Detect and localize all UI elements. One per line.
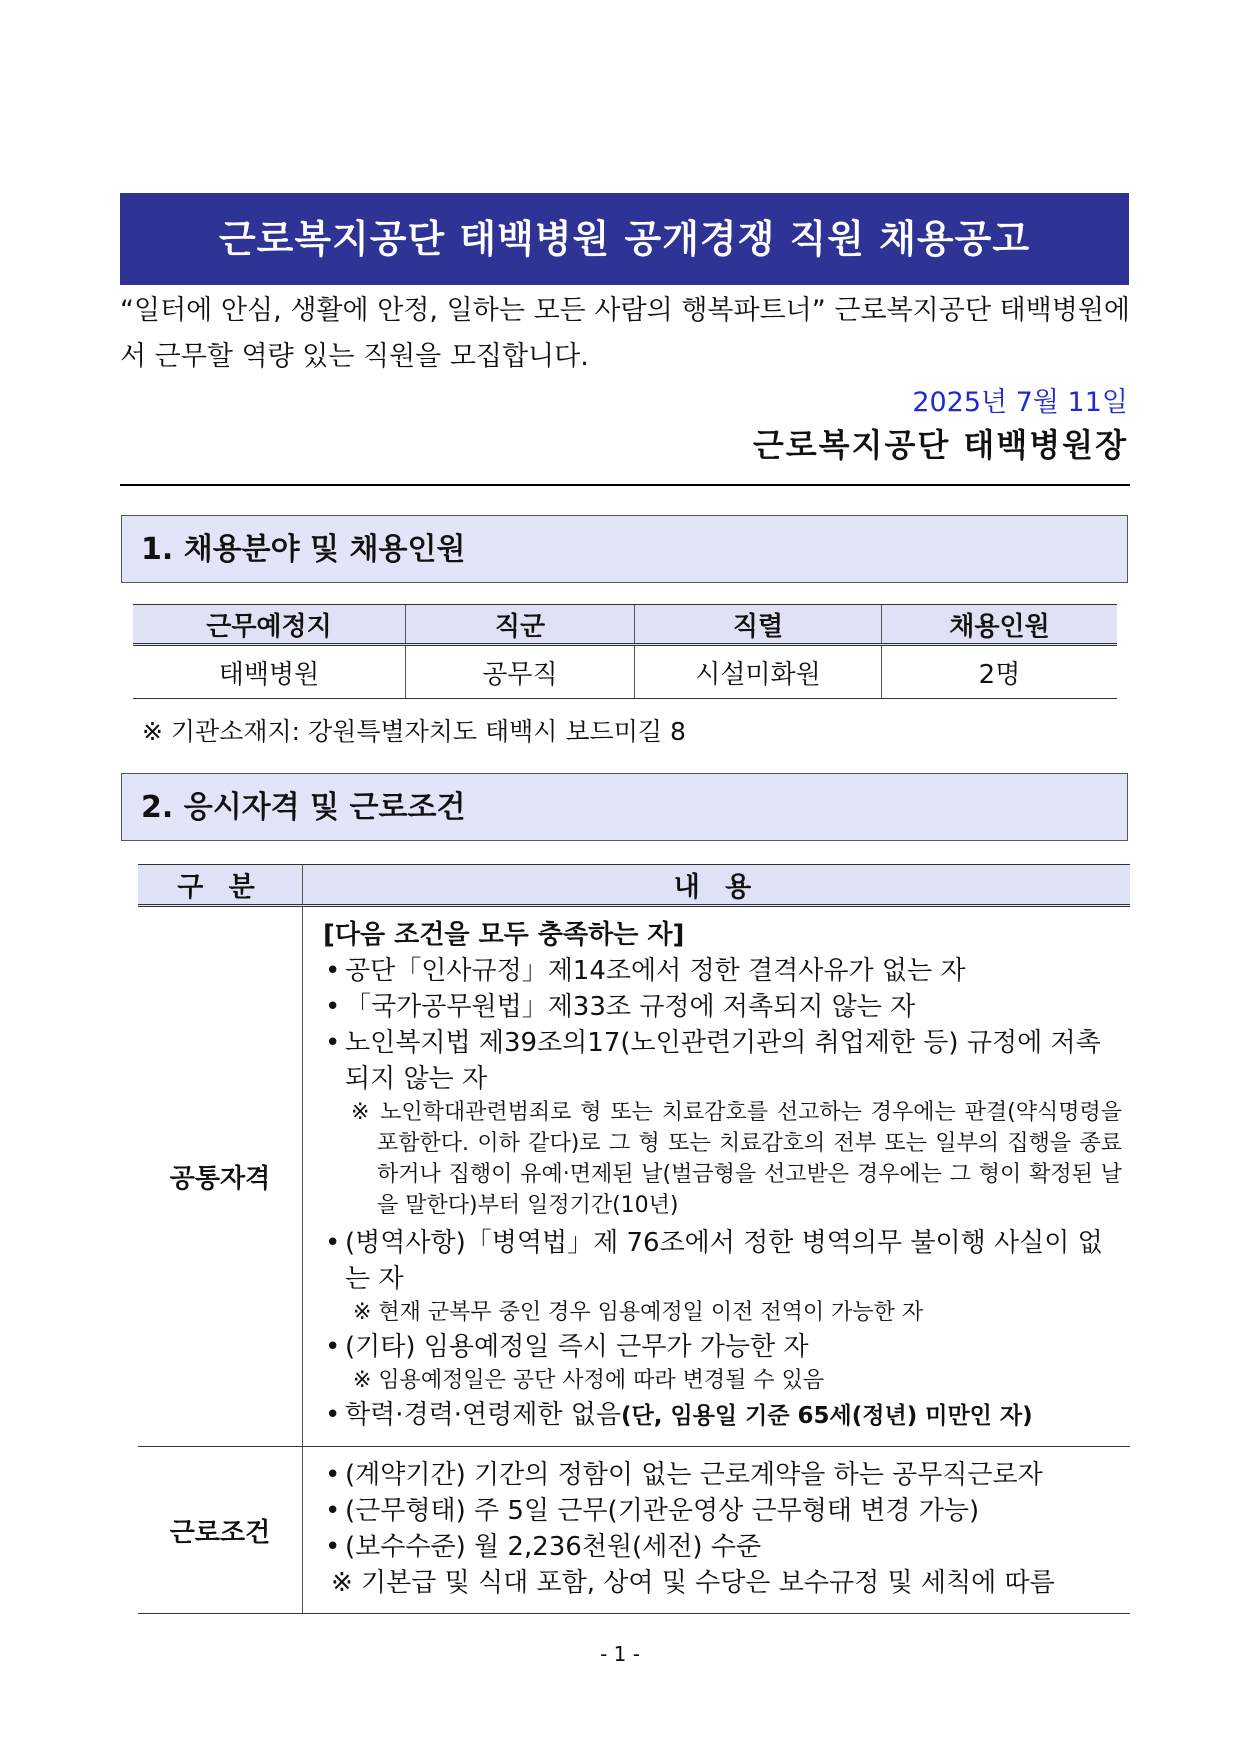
cell-headcount: 2명 [882,645,1118,699]
qualification-list-4 [323,1397,1122,1434]
qualification-list-3 [323,1329,1122,1365]
page-number: - 1 - [600,1642,640,1666]
header-divider [120,484,1130,486]
qualification-table [138,864,1130,1614]
cell-workplace: 태백병원 [133,645,406,699]
col-job-group: 직군 [406,605,635,645]
recruitment-table [133,604,1117,699]
salary-note: ※ 기본급 및 식대 포함, 상여 및 수당은 보수규정 및 세칙에 따름 [331,1568,1055,1598]
common-qualification-label: 공통자격 [138,906,303,1447]
qualification-list-2 [323,1225,1122,1297]
cell-job-series: 시설미화원 [635,645,882,699]
announcement-date: 2025년 7월 11일 [912,387,1128,418]
work-condition-label: 근로조건 [138,1447,303,1614]
col-job-series: 직렬 [635,605,882,645]
table-row [133,645,1117,699]
section2-title: 2. 응시자격 및 근로조건 [121,773,1128,841]
col-content: 내 용 [303,865,1131,906]
location-note: ※ 기관소재지: 강원특별자치도 태백시 보드미길 8 [142,717,686,746]
list-item: • 노인복지법 제39조의17(노인관련기관의 취업제한 등) 규정에 저촉되지 않는 자 [323,1025,1122,1097]
list-item: • 공단「인사규정」제14조에서 정한 결격사유가 없는 자 [323,953,1122,989]
military-note: ※ 현재 군복무 중인 경우 임용예정일 이전 전역이 가능한 자 [353,1300,924,1325]
cell-job-group: 공무직 [406,645,635,699]
col-workplace: 근무예정지 [133,605,406,645]
no-restriction-text: 학력·경력·연령제한 없음 [345,1400,621,1430]
list-item: • (계약기간) 기간의 정함이 없는 근로계약을 하는 공무직근로자 [323,1457,1122,1493]
age-limit-text: (단, 임용일 기준 65세(정년) 미만인 자) [620,1403,1033,1429]
work-condition-list [323,1457,1122,1565]
list-item: • 「국가공무원법」제33조 규정에 저촉되지 않는 자 [323,989,1122,1025]
qualification-list [323,953,1122,1097]
col-headcount: 채용인원 [882,605,1118,645]
list-item: • (보수수준) 월 2,236천원(세전) 수준 [323,1529,1122,1565]
col-category: 구 분 [138,865,303,906]
table-row [138,1447,1130,1614]
list-item: • (근무형태) 주 5일 근무(기관운영상 근무형태 변경 가능) [323,1493,1122,1529]
work-condition-content [303,1447,1131,1614]
table-row [138,906,1130,1447]
intro-paragraph: “일터에 안심, 생활에 안정, 일하는 모든 사람의 행복파트너” 근로복지공단 태백병원에서 근무할 역량 있는 직원을 모집합니다. [120,295,1130,372]
list-item [323,1397,1122,1434]
appointment-note: ※ 임용예정일은 공단 사정에 따라 변경될 수 있음 [353,1368,825,1393]
page-title: 근로복지공단 태백병원 공개경쟁 직원 채용공고 [120,193,1129,285]
list-item: • (병역사항)「병역법」제 76조에서 정한 병역의무 불이행 사실이 없는 자 [323,1225,1122,1297]
list-item: • (기타) 임용예정일 즉시 근무가 가능한 자 [323,1329,1122,1365]
elder-law-note: ※ 노인학대관련범죄로 형 또는 치료감호를 선고하는 경우에는 판결(약식명령을 포함한다. 이하 같다)로 그 형 또는 치료감호의 전부 또는 일부의 집행을 종료하거나 집행이 유예‧면제된 날(벌금형을 선고받은 경우에는 그 형이 확정된 날을 말한다)부터 일정기간(10년) [351,1100,1122,1218]
section1-title: 1. 채용분야 및 채용인원 [121,515,1128,583]
condition-heading: [다음 조건을 모두 충족하는 자] [323,920,685,950]
issuer-name: 근로복지공단 태백병원장 [752,426,1128,464]
common-qualification-content [303,906,1131,1447]
